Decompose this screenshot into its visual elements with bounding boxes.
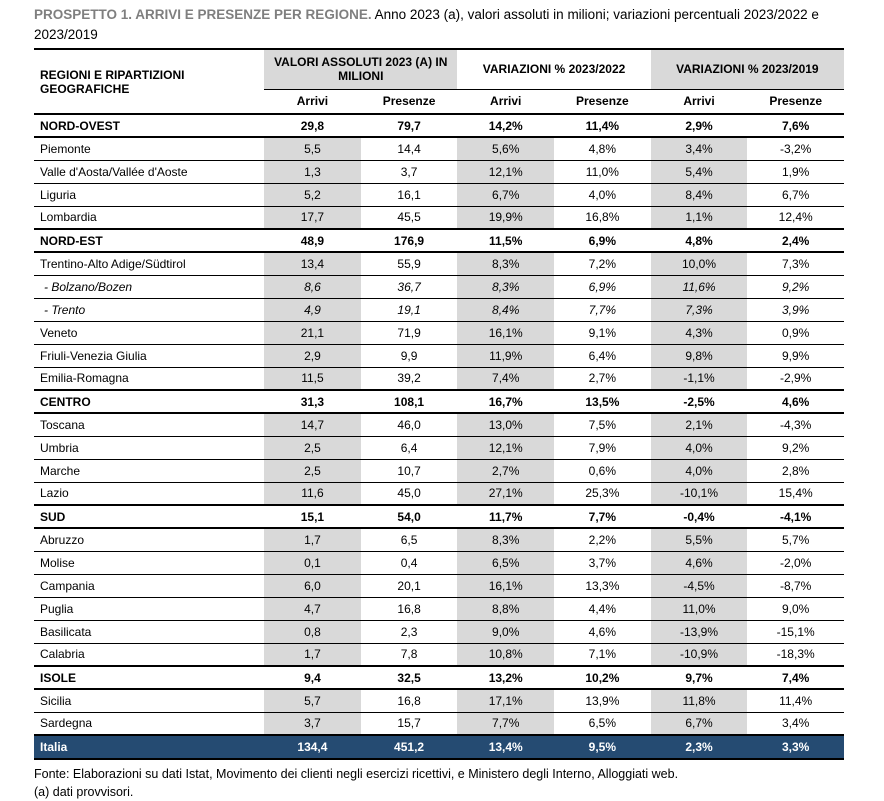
table-header — [34, 49, 844, 114]
page-title — [34, 5, 880, 45]
value-cell: 16,1 — [361, 183, 458, 206]
region-cell: - Bolzano/Bozen — [34, 275, 264, 298]
value-cell: 5,5% — [651, 528, 748, 551]
table-row — [34, 321, 844, 344]
region-cell: Molise — [34, 551, 264, 574]
table-row — [34, 689, 844, 712]
value-cell: 3,7 — [264, 712, 361, 735]
value-cell: 1,7 — [264, 528, 361, 551]
value-cell: 9,5% — [554, 735, 651, 759]
value-cell: 6,4% — [554, 344, 651, 367]
region-cell: Sicilia — [34, 689, 264, 712]
table-row — [34, 551, 844, 574]
value-cell: 16,1% — [457, 574, 554, 597]
title-subtitle: Anno 2023 (a), valori assoluti in milioni; variazioni percentuali 2023/2022 e 2023/2019 — [34, 7, 819, 42]
value-cell: -18,3% — [747, 643, 844, 666]
value-cell: -1,1% — [651, 367, 748, 390]
value-cell: 11,8% — [651, 689, 748, 712]
value-cell: 48,9 — [264, 229, 361, 252]
value-cell: 7,5% — [554, 413, 651, 436]
value-cell: 8,3% — [457, 252, 554, 275]
table-body — [34, 114, 844, 759]
value-cell: 3,7 — [361, 160, 458, 183]
value-cell: 55,9 — [361, 252, 458, 275]
value-cell: 9,9 — [361, 344, 458, 367]
table-row — [34, 160, 844, 183]
value-cell: 6,7% — [457, 183, 554, 206]
region-cell: Trentino-Alto Adige/Südtirol — [34, 252, 264, 275]
value-cell: -2,9% — [747, 367, 844, 390]
value-cell: 9,2% — [747, 436, 844, 459]
value-cell: 54,0 — [361, 505, 458, 528]
group-header-variazioni-2023-2022: VARIAZIONI % 2023/2022 — [457, 49, 650, 89]
table-row — [34, 183, 844, 206]
value-cell: 16,8 — [361, 689, 458, 712]
value-cell: 5,7 — [264, 689, 361, 712]
value-cell: 19,9% — [457, 206, 554, 229]
value-cell: 11,0% — [651, 597, 748, 620]
table-row — [34, 229, 844, 252]
group-header-valori-assoluti: VALORI ASSOLUTI 2023 (A) IN MILIONI — [264, 49, 457, 89]
value-cell: 7,6% — [747, 114, 844, 137]
subheader-arrivi-2: Arrivi — [457, 89, 554, 114]
value-cell: 5,2 — [264, 183, 361, 206]
subheader-presenze-2: Presenze — [554, 89, 651, 114]
table-row — [34, 735, 844, 759]
value-cell: 9,8% — [651, 344, 748, 367]
value-cell: 1,7 — [264, 643, 361, 666]
table-row — [34, 712, 844, 735]
value-cell: 134,4 — [264, 735, 361, 759]
value-cell: 13,4% — [457, 735, 554, 759]
value-cell: 7,3% — [651, 298, 748, 321]
value-cell: 7,4% — [747, 666, 844, 689]
value-cell: 14,7 — [264, 413, 361, 436]
table-row — [34, 344, 844, 367]
value-cell: 9,1% — [554, 321, 651, 344]
value-cell: 7,1% — [554, 643, 651, 666]
value-cell: 10,8% — [457, 643, 554, 666]
table-row — [34, 620, 844, 643]
value-cell: 36,7 — [361, 275, 458, 298]
value-cell: 3,4% — [651, 137, 748, 160]
value-cell: 1,9% — [747, 160, 844, 183]
value-cell: 9,9% — [747, 344, 844, 367]
value-cell: 10,7 — [361, 459, 458, 482]
value-cell: 8,3% — [457, 275, 554, 298]
value-cell: 8,4% — [457, 298, 554, 321]
value-cell: 2,7% — [554, 367, 651, 390]
region-cell: Veneto — [34, 321, 264, 344]
value-cell: 5,7% — [747, 528, 844, 551]
value-cell: 45,0 — [361, 482, 458, 505]
value-cell: 7,7% — [457, 712, 554, 735]
table-row — [34, 436, 844, 459]
region-cell: Umbria — [34, 436, 264, 459]
value-cell: 2,3% — [651, 735, 748, 759]
value-cell: 7,8 — [361, 643, 458, 666]
value-cell: 6,9% — [554, 275, 651, 298]
value-cell: 14,4 — [361, 137, 458, 160]
value-cell: 4,9 — [264, 298, 361, 321]
value-cell: 3,9% — [747, 298, 844, 321]
value-cell: 4,6% — [651, 551, 748, 574]
value-cell: 9,7% — [651, 666, 748, 689]
region-cell: CENTRO — [34, 390, 264, 413]
value-cell: 4,0% — [554, 183, 651, 206]
value-cell: -13,9% — [651, 620, 748, 643]
subheader-presenze-1: Presenze — [361, 89, 458, 114]
value-cell: 10,2% — [554, 666, 651, 689]
value-cell: 9,2% — [747, 275, 844, 298]
value-cell: -4,3% — [747, 413, 844, 436]
value-cell: 1,1% — [651, 206, 748, 229]
value-cell: 2,2% — [554, 528, 651, 551]
value-cell: 71,9 — [361, 321, 458, 344]
region-cell: SUD — [34, 505, 264, 528]
value-cell: -4,1% — [747, 505, 844, 528]
region-cell: Lombardia — [34, 206, 264, 229]
table-row — [34, 574, 844, 597]
value-cell: 46,0 — [361, 413, 458, 436]
value-cell: -10,9% — [651, 643, 748, 666]
table-row — [34, 643, 844, 666]
value-cell: -2,0% — [747, 551, 844, 574]
value-cell: 9,0% — [457, 620, 554, 643]
value-cell: 29,8 — [264, 114, 361, 137]
value-cell: 16,1% — [457, 321, 554, 344]
value-cell: 2,9% — [651, 114, 748, 137]
value-cell: 12,4% — [747, 206, 844, 229]
table-row — [34, 482, 844, 505]
value-cell: 4,6% — [554, 620, 651, 643]
region-cell: Puglia — [34, 597, 264, 620]
source-note: Fonte: Elaborazioni su dati Istat, Movimento dei clienti negli esercizi ricettivi, e Ministero degli Interno, Alloggiati web. — [34, 767, 679, 781]
value-cell: 6,5% — [554, 712, 651, 735]
value-cell: 6,7% — [651, 712, 748, 735]
value-cell: 15,4% — [747, 482, 844, 505]
group-header-variazioni-2023-2019: VARIAZIONI % 2023/2019 — [651, 49, 844, 89]
value-cell: 45,5 — [361, 206, 458, 229]
value-cell: 2,7% — [457, 459, 554, 482]
value-cell: 451,2 — [361, 735, 458, 759]
value-cell: 11,7% — [457, 505, 554, 528]
value-cell: 12,1% — [457, 160, 554, 183]
value-cell: 3,4% — [747, 712, 844, 735]
value-cell: -8,7% — [747, 574, 844, 597]
value-cell: 7,7% — [554, 298, 651, 321]
value-cell: 4,3% — [651, 321, 748, 344]
value-cell: 15,1 — [264, 505, 361, 528]
region-cell: NORD-OVEST — [34, 114, 264, 137]
value-cell: 2,9 — [264, 344, 361, 367]
value-cell: 6,0 — [264, 574, 361, 597]
table-row — [34, 390, 844, 413]
table-row — [34, 505, 844, 528]
table-row — [34, 413, 844, 436]
value-cell: 4,7 — [264, 597, 361, 620]
value-cell: 13,2% — [457, 666, 554, 689]
value-cell: 9,4 — [264, 666, 361, 689]
value-cell: 0,1 — [264, 551, 361, 574]
value-cell: 32,5 — [361, 666, 458, 689]
value-cell: -10,1% — [651, 482, 748, 505]
region-cell: Friuli-Venezia Giulia — [34, 344, 264, 367]
value-cell: 2,8% — [747, 459, 844, 482]
region-cell: Sardegna — [34, 712, 264, 735]
table-row — [34, 298, 844, 321]
value-cell: 8,3% — [457, 528, 554, 551]
value-cell: 13,4 — [264, 252, 361, 275]
value-cell: 21,1 — [264, 321, 361, 344]
value-cell: 6,7% — [747, 183, 844, 206]
value-cell: 7,2% — [554, 252, 651, 275]
table-row — [34, 459, 844, 482]
value-cell: 16,7% — [457, 390, 554, 413]
value-cell: 4,8% — [651, 229, 748, 252]
region-cell: Lazio — [34, 482, 264, 505]
value-cell: 0,9% — [747, 321, 844, 344]
value-cell: -4,5% — [651, 574, 748, 597]
table-row — [34, 206, 844, 229]
value-cell: 6,9% — [554, 229, 651, 252]
value-cell: 2,1% — [651, 413, 748, 436]
value-cell: 17,1% — [457, 689, 554, 712]
value-cell: 5,6% — [457, 137, 554, 160]
value-cell: 14,2% — [457, 114, 554, 137]
region-cell: Basilicata — [34, 620, 264, 643]
value-cell: 6,5% — [457, 551, 554, 574]
table-footer — [34, 765, 880, 801]
value-cell: 8,8% — [457, 597, 554, 620]
value-cell: 4,0% — [651, 459, 748, 482]
value-cell: 19,1 — [361, 298, 458, 321]
table-row — [34, 597, 844, 620]
value-cell: 7,7% — [554, 505, 651, 528]
value-cell: 13,9% — [554, 689, 651, 712]
value-cell: 10,0% — [651, 252, 748, 275]
region-cell: Toscana — [34, 413, 264, 436]
table-row — [34, 252, 844, 275]
value-cell: -2,5% — [651, 390, 748, 413]
region-cell: ISOLE — [34, 666, 264, 689]
value-cell: 12,1% — [457, 436, 554, 459]
region-cell: NORD-EST — [34, 229, 264, 252]
value-cell: -3,2% — [747, 137, 844, 160]
value-cell: 3,3% — [747, 735, 844, 759]
subheader-presenze-3: Presenze — [747, 89, 844, 114]
region-cell: Marche — [34, 459, 264, 482]
region-cell: Campania — [34, 574, 264, 597]
value-cell: 8,4% — [651, 183, 748, 206]
table-row — [34, 528, 844, 551]
value-cell: 8,6 — [264, 275, 361, 298]
region-cell: Piemonte — [34, 137, 264, 160]
statistics-table — [34, 48, 844, 760]
value-cell: 0,4 — [361, 551, 458, 574]
subheader-arrivi-3: Arrivi — [651, 89, 748, 114]
value-cell: 5,5 — [264, 137, 361, 160]
provisional-note: (a) dati provvisori. — [34, 785, 134, 799]
value-cell: 11,4% — [554, 114, 651, 137]
value-cell: 2,5 — [264, 459, 361, 482]
table-row — [34, 367, 844, 390]
value-cell: 7,9% — [554, 436, 651, 459]
value-cell: 176,9 — [361, 229, 458, 252]
value-cell: 0,6% — [554, 459, 651, 482]
region-cell: Valle d'Aosta/Vallée d'Aoste — [34, 160, 264, 183]
subheader-arrivi-1: Arrivi — [264, 89, 361, 114]
value-cell: 4,6% — [747, 390, 844, 413]
value-cell: 2,5 — [264, 436, 361, 459]
value-cell: 2,3 — [361, 620, 458, 643]
value-cell: 108,1 — [361, 390, 458, 413]
value-cell: 13,0% — [457, 413, 554, 436]
value-cell: 5,4% — [651, 160, 748, 183]
region-cell: Italia — [34, 735, 264, 759]
value-cell: 79,7 — [361, 114, 458, 137]
value-cell: -15,1% — [747, 620, 844, 643]
value-cell: 39,2 — [361, 367, 458, 390]
region-cell: Liguria — [34, 183, 264, 206]
value-cell: 15,7 — [361, 712, 458, 735]
value-cell: 16,8% — [554, 206, 651, 229]
region-cell: Emilia-Romagna — [34, 367, 264, 390]
table-row — [34, 114, 844, 137]
value-cell: 7,3% — [747, 252, 844, 275]
value-cell: 11,0% — [554, 160, 651, 183]
value-cell: 11,6% — [651, 275, 748, 298]
value-cell: 11,4% — [747, 689, 844, 712]
region-cell: - Trento — [34, 298, 264, 321]
value-cell: 1,3 — [264, 160, 361, 183]
value-cell: -0,4% — [651, 505, 748, 528]
value-cell: 11,5 — [264, 367, 361, 390]
value-cell: 11,9% — [457, 344, 554, 367]
region-cell: Abruzzo — [34, 528, 264, 551]
value-cell: 4,8% — [554, 137, 651, 160]
value-cell: 20,1 — [361, 574, 458, 597]
value-cell: 9,0% — [747, 597, 844, 620]
value-cell: 4,4% — [554, 597, 651, 620]
region-column-header: REGIONI E RIPARTIZIONI GEOGRAFICHE — [34, 49, 264, 114]
value-cell: 2,4% — [747, 229, 844, 252]
value-cell: 11,6 — [264, 482, 361, 505]
value-cell: 17,7 — [264, 206, 361, 229]
value-cell: 27,1% — [457, 482, 554, 505]
value-cell: 0,8 — [264, 620, 361, 643]
title-label: PROSPETTO 1. ARRIVI E PRESENZE PER REGIONE. — [34, 7, 372, 22]
value-cell: 11,5% — [457, 229, 554, 252]
value-cell: 3,7% — [554, 551, 651, 574]
value-cell: 25,3% — [554, 482, 651, 505]
value-cell: 16,8 — [361, 597, 458, 620]
table-row — [34, 275, 844, 298]
table-row — [34, 666, 844, 689]
value-cell: 13,3% — [554, 574, 651, 597]
value-cell: 4,0% — [651, 436, 748, 459]
value-cell: 6,4 — [361, 436, 458, 459]
value-cell: 31,3 — [264, 390, 361, 413]
value-cell: 6,5 — [361, 528, 458, 551]
value-cell: 13,5% — [554, 390, 651, 413]
table-row — [34, 137, 844, 160]
region-cell: Calabria — [34, 643, 264, 666]
value-cell: 7,4% — [457, 367, 554, 390]
